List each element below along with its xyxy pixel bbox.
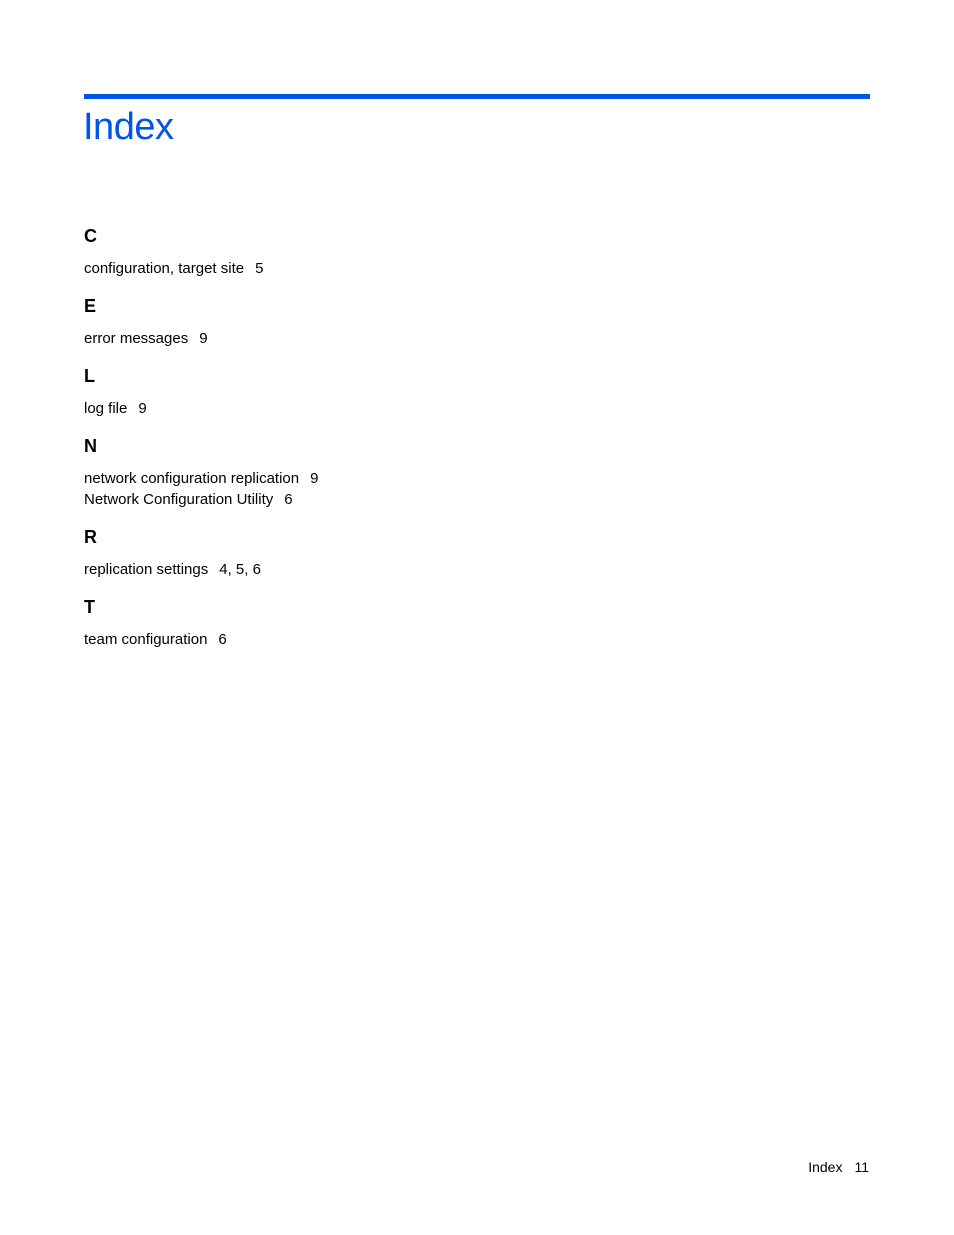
section-entries [84, 559, 684, 580]
entry-term: network configuration replication [84, 470, 300, 487]
entry-term: team configuration [84, 631, 208, 648]
entry-term: log file [84, 400, 128, 417]
entry-pages[interactable]: 6 [218, 631, 227, 648]
index-entry [84, 489, 684, 510]
index-entry [84, 258, 684, 279]
index-entry [84, 468, 684, 489]
entry-pages[interactable]: 5 [255, 260, 264, 277]
index-entry [84, 398, 684, 419]
section-letter: T [84, 597, 95, 617]
section-letter: R [84, 527, 97, 547]
section-entries [84, 398, 684, 419]
index-section-c [84, 222, 684, 279]
entry-pages[interactable]: 4, 5, 6 [219, 561, 261, 578]
title-rule [84, 94, 870, 99]
index-section-r [84, 523, 684, 580]
footer-page-number: 11 [854, 1159, 869, 1175]
index-section-e [84, 292, 684, 349]
index-section-l [84, 362, 684, 419]
section-entries [84, 468, 684, 510]
entry-term: Network Configuration Utility [84, 491, 274, 508]
entry-term: replication settings [84, 561, 209, 578]
entry-term: error messages [84, 330, 189, 347]
section-letter: L [84, 366, 95, 386]
index-entry [84, 629, 684, 650]
entry-pages[interactable]: 6 [284, 491, 293, 508]
index-section-n [84, 432, 684, 510]
footer-section: Index [808, 1159, 843, 1175]
index-section-t [84, 593, 684, 650]
index-list [84, 222, 684, 663]
entry-pages[interactable]: 9 [310, 470, 319, 487]
section-entries [84, 629, 684, 650]
section-letter: N [84, 436, 97, 456]
page-footer [808, 1157, 869, 1177]
section-entries [84, 258, 684, 279]
section-letter: C [84, 226, 97, 246]
section-entries [84, 328, 684, 349]
index-entry [84, 328, 684, 349]
page-title: Index [83, 106, 174, 148]
entry-pages[interactable]: 9 [138, 400, 147, 417]
entry-term: configuration, target site [84, 260, 245, 277]
index-entry [84, 559, 684, 580]
section-letter: E [84, 296, 97, 316]
entry-pages[interactable]: 9 [199, 330, 208, 347]
